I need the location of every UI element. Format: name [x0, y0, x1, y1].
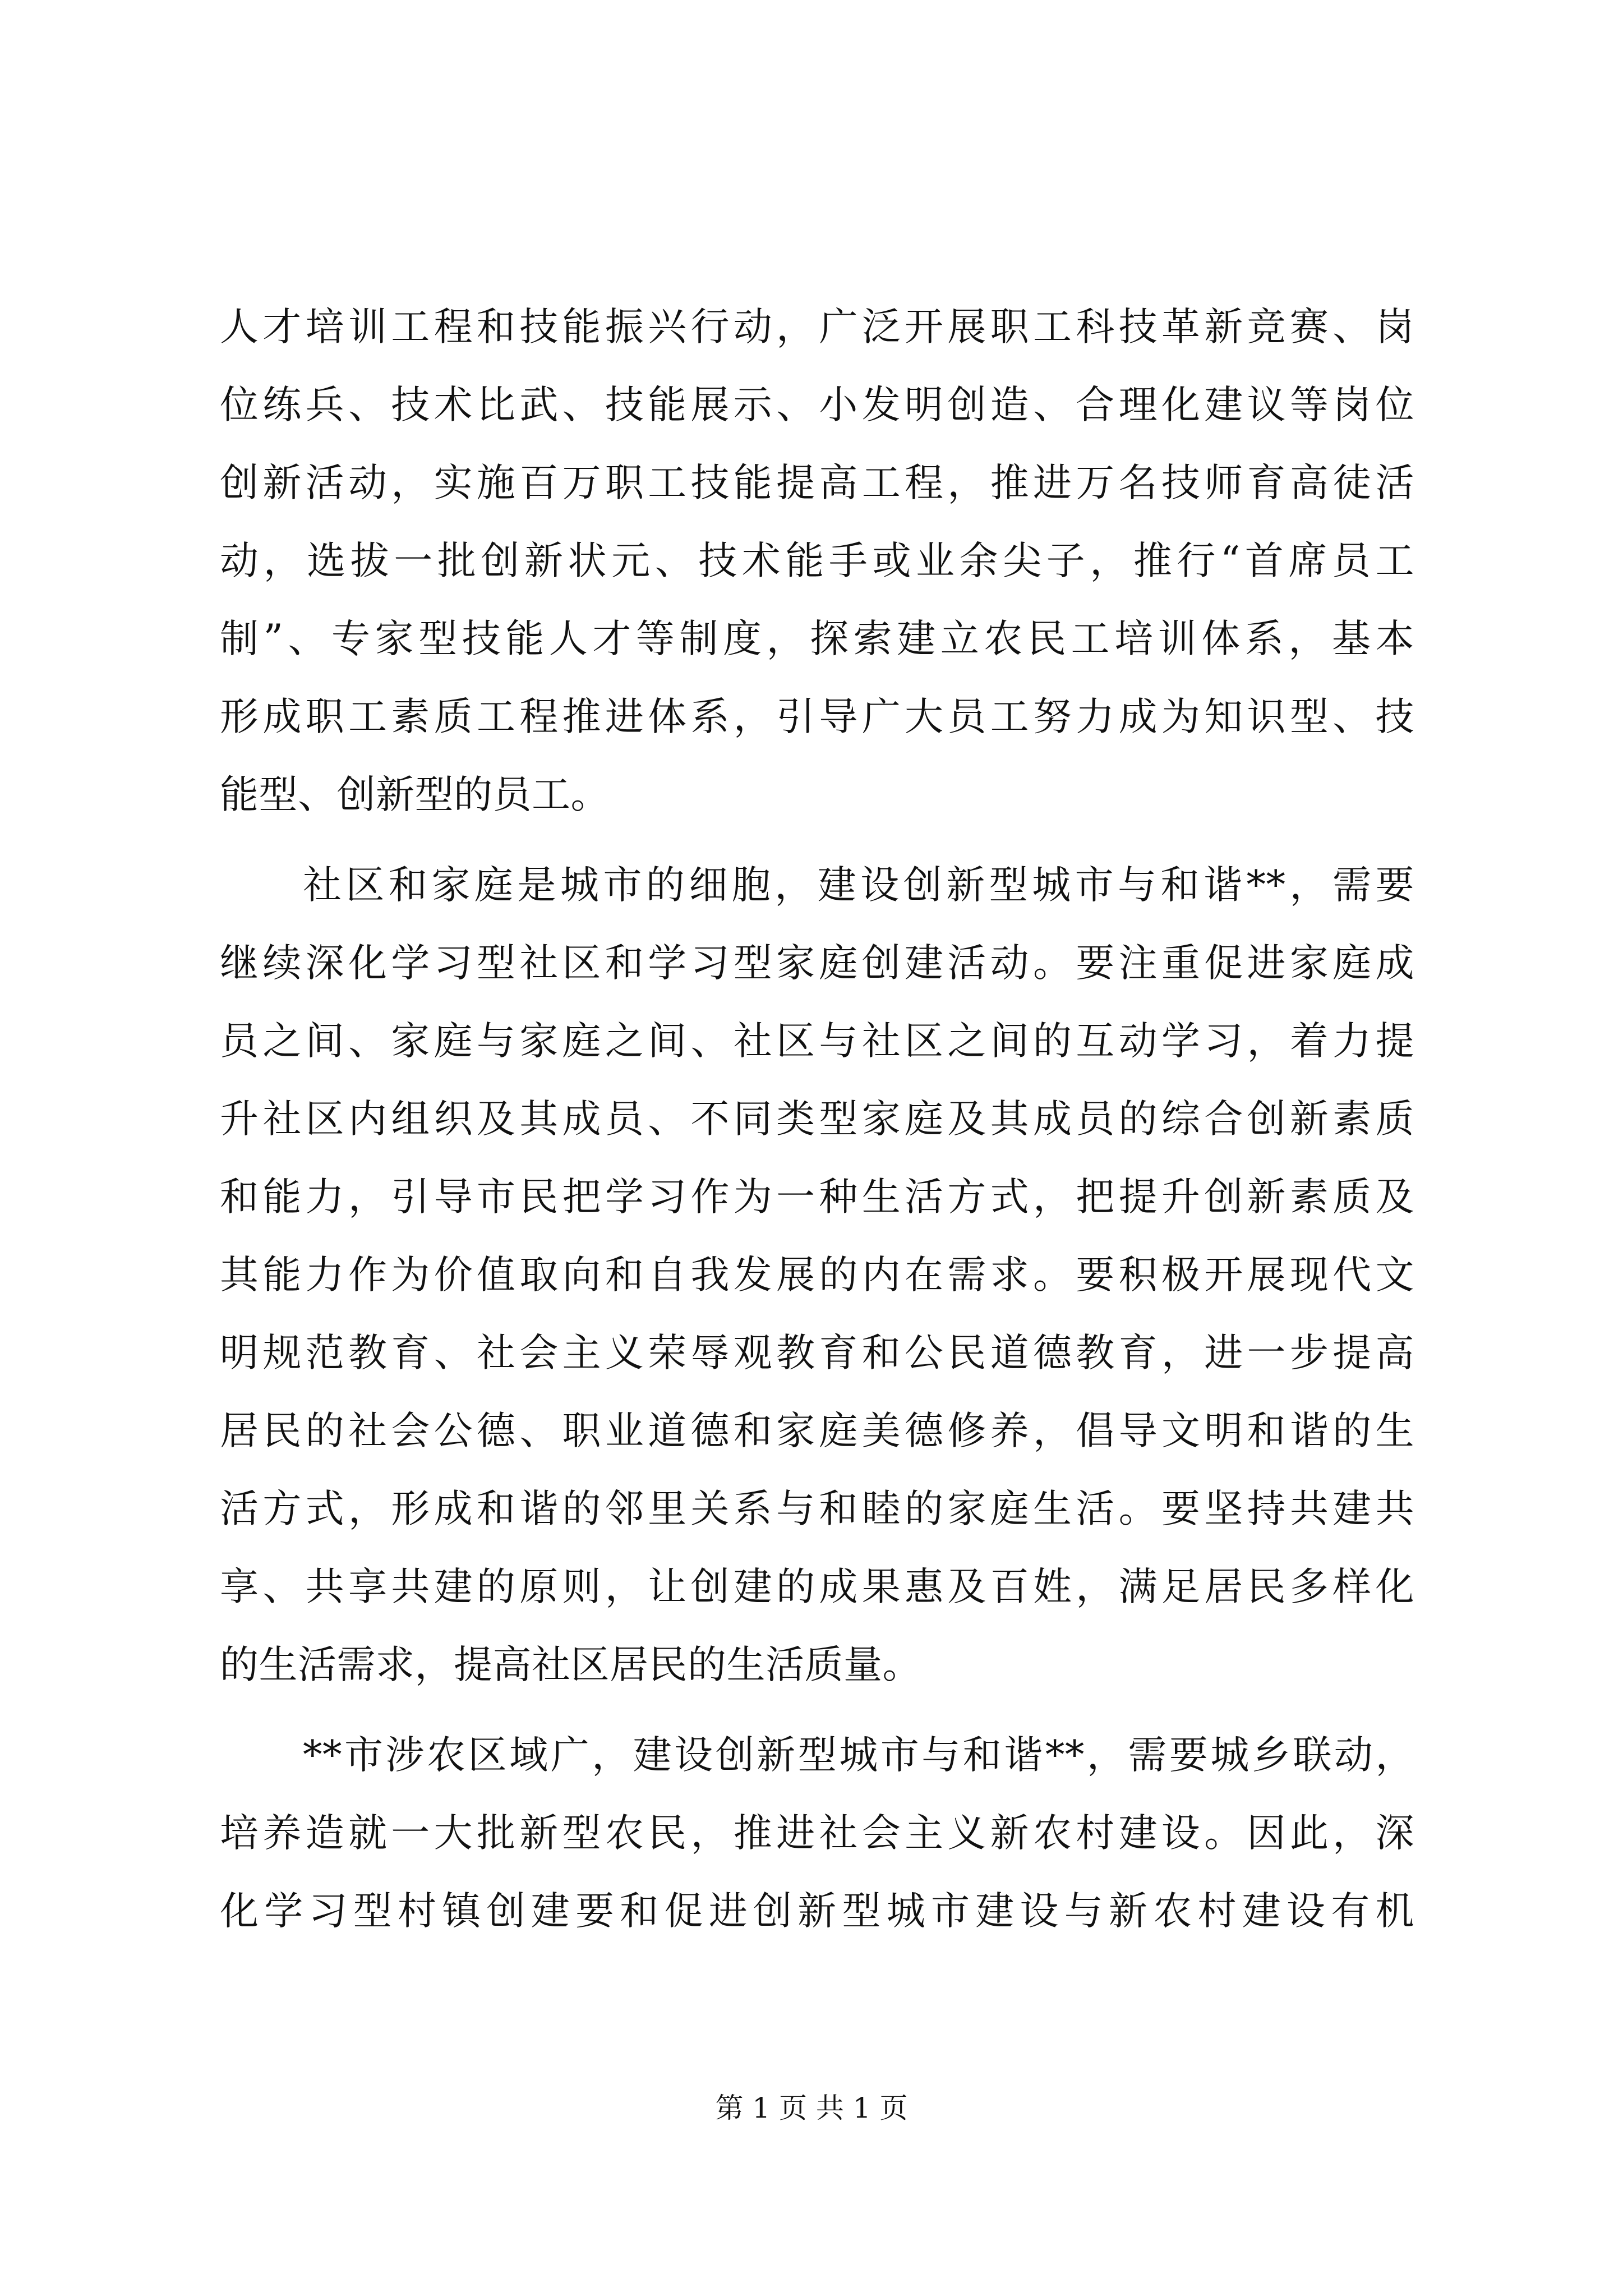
paragraph-2-line-2: 继续深化学习型社区和学习型家庭创建活动。要注重促进家庭成 — [220, 941, 1414, 986]
paragraph-2-line-3: 员之间、家庭与家庭之间、社区与社区之间的互动学习，着力提 — [220, 1019, 1414, 1064]
paragraph-spacer — [220, 834, 1414, 846]
paragraph-1-line-3: 创新活动，实施百万职工技能提高工程，推进万名技师育高徒活 — [220, 461, 1414, 505]
paragraph-2-line-1: 社区和家庭是城市的细胞，建设创新型城市与和谐**，需要 — [303, 863, 1414, 908]
page-footer-page-number: 第 1 页 共 1 页 — [715, 2092, 908, 2124]
paragraph-1-line-4: 动，选拔一批创新状元、技术能手或业余尖子，推行“首席员工 — [220, 539, 1414, 583]
paragraph-2-line-8: 居民的社会公德、职业道德和家庭美德修养，倡导文明和谐的生 — [220, 1409, 1414, 1453]
paragraph-2-line-4: 升社区内组织及其成员、不同类型家庭及其成员的综合创新素质 — [220, 1097, 1414, 1142]
paragraph-2-line-10: 享、共享共建的原则，让创建的成果惠及百姓，满足居民多样化 — [220, 1565, 1414, 1609]
paragraph-spacer — [220, 1704, 1414, 1717]
paragraph-3-line-2: 培养造就一大批新型农民，推进社会主义新农村建设。因此，深 — [220, 1811, 1414, 1856]
paragraph-1-line-1: 人才培训工程和技能振兴行动，广泛开展职工科技革新竞赛、岗 — [220, 305, 1414, 349]
paragraph-2-line-6: 其能力作为价值取向和自我发展的内在需求。要积极开展现代文 — [220, 1253, 1414, 1297]
paragraph-3-line-1: **市涉农区域广，建设创新型城市与和谐**，需要城乡联动， — [303, 1733, 1414, 1778]
paragraph-2-line-5: 和能力，引导市民把学习作为一种生活方式，把提升创新素质及 — [220, 1175, 1414, 1220]
paragraph-2-line-7: 明规范教育、社会主义荣辱观教育和公民道德教育，进一步提高 — [220, 1331, 1414, 1375]
document-body — [220, 288, 1414, 1950]
paragraph-2-line-11: 的生活需求，提高社区居民的生活质量。 — [220, 1642, 921, 1687]
paragraph-1-line-5: 制”、专家型技能人才等制度，探索建立农民工培训体系，基本 — [220, 616, 1414, 661]
paragraph-1-line-2: 位练兵、技术比武、技能展示、小发明创造、合理化建议等岗位 — [220, 383, 1414, 427]
paragraph-1-line-7: 能型、创新型的员工。 — [220, 772, 610, 817]
paragraph-2-line-9: 活方式，形成和谐的邻里关系与和睦的家庭生活。要坚持共建共 — [220, 1487, 1414, 1531]
paragraph-3-line-3: 化学习型村镇创建要和促进创新型城市建设与新农村建设有机 — [220, 1889, 1414, 1934]
paragraph-1-line-6: 形成职工素质工程推进体系，引导广大员工努力成为知识型、技 — [220, 694, 1414, 739]
